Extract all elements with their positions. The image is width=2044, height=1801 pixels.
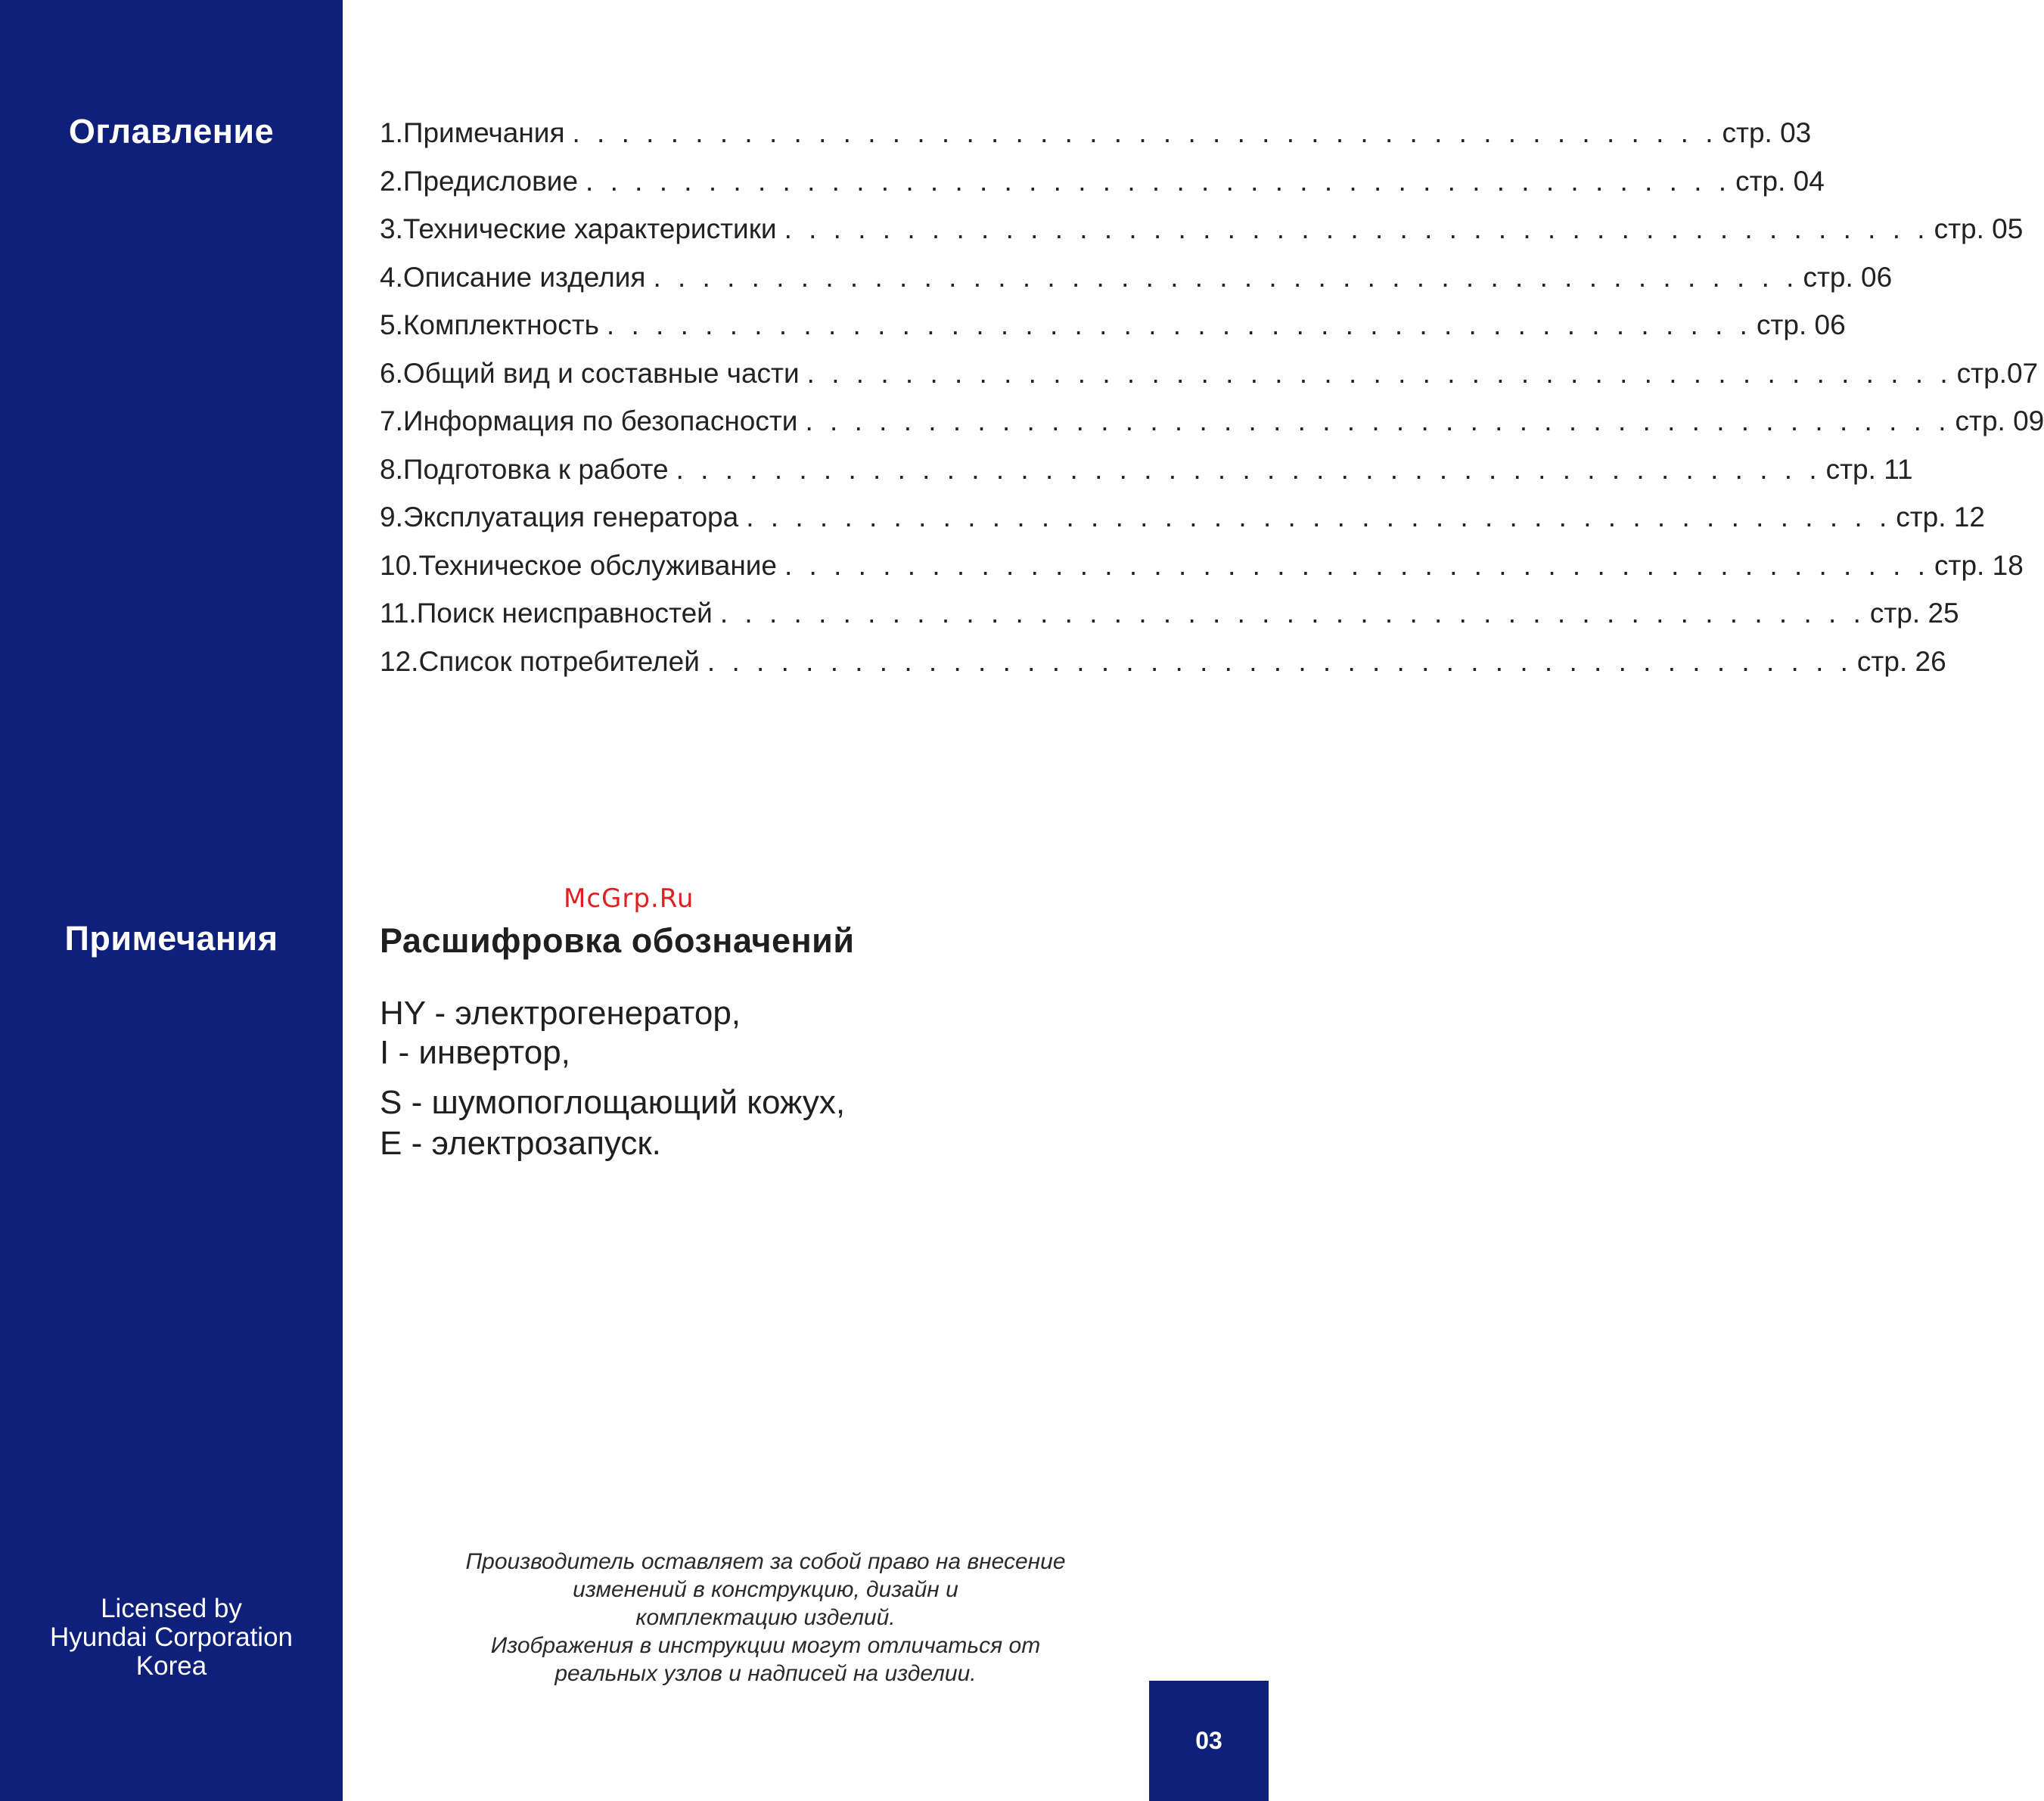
toc-title: Техническое обслуживание (418, 549, 777, 581)
toc-leader-dots: . . . . . . . . . . . . . . . . . . . . . . . . . . . . . . . . . . . . . . . . . . . . . . . (653, 261, 1799, 293)
disclaimer-line: комплектацию изделий. (635, 1605, 896, 1630)
toc-entry[interactable] (380, 165, 1825, 214)
notes-title: Расшифровка обозначений (380, 921, 855, 960)
toc-title: Примечания (402, 117, 565, 148)
toc-leader-dots: . . . . . . . . . . . . . . . . . . . . . . . . . . . . . . . . . . . . . . . . . . . . . . . (784, 549, 1931, 581)
notes-heading: Примечания (64, 919, 278, 958)
toc-entry[interactable] (380, 645, 1946, 694)
toc-number: 3. (380, 213, 403, 244)
license-note (0, 1595, 343, 1681)
toc-leader-dots: . . . . . . . . . . . . . . . . . . . . . . . . . . . . . . . . . . . . . . . . . . . . . . . (707, 645, 1853, 677)
disclaimer-line: реальных узлов и надписей на изделии. (554, 1661, 977, 1686)
disclaimer-line: изменений в конструкцию, дизайн и (573, 1577, 958, 1602)
page-number-badge (1149, 1681, 1269, 1801)
toc-title: Комплектность (402, 309, 599, 340)
toc-leader-dots: . . . . . . . . . . . . . . . . . . . . . . . . . . . . . . . . . . . . . . . . . . . . . . . (784, 213, 1930, 244)
toc-number: 1. (380, 117, 403, 148)
toc-page-ref: стр. 18 (1934, 549, 2024, 581)
toc-leader-dots: . . . . . . . . . . . . . . . . . . . . . . . . . . . . . . . . . . . . . . . . . . . . . . . (805, 405, 1951, 436)
toc-page-ref: стр. 12 (1896, 501, 1985, 533)
toc-entry[interactable] (380, 549, 2024, 598)
watermark-link[interactable]: McGrp.Ru (564, 883, 694, 914)
toc-number: 12. (380, 645, 419, 677)
legend-line: HY - электрогенератор, (380, 995, 741, 1032)
legend-line: S - шумопоглощающий кожух, (380, 1084, 846, 1121)
toc-title: Общий вид и составные части (402, 357, 800, 389)
toc-page-ref: стр. 06 (1756, 309, 1846, 340)
toc-title: Информация по безопасности (402, 405, 798, 436)
license-line: Licensed by (101, 1594, 242, 1623)
toc-leader-dots: . . . . . . . . . . . . . . . . . . . . . . . . . . . . . . . . . . . . . . . . . . . . . . . (586, 165, 1732, 197)
toc-number: 10. (380, 549, 419, 581)
toc-leader-dots: . . . . . . . . . . . . . . . . . . . . . . . . . . . . . . . . . . . . . . . . . . . . . . . (572, 117, 1718, 148)
license-line: Hyundai Corporation (49, 1622, 293, 1652)
sidebar (0, 0, 343, 1801)
toc-title: Подготовка к работе (402, 453, 669, 485)
toc-entry[interactable] (380, 357, 2039, 406)
toc-title: Эксплуатация генератора (402, 501, 739, 533)
legend-line: I - инвертор, (380, 1034, 570, 1071)
disclaimer-line: Изображения в инструкции могут отличаться от (490, 1633, 1041, 1658)
toc-heading: Оглавление (68, 112, 275, 151)
toc-entry[interactable] (380, 598, 1959, 646)
toc-leader-dots: . . . . . . . . . . . . . . . . . . . . . . . . . . . . . . . . . . . . . . . . . . . . . . . (606, 309, 1752, 340)
toc-number: 7. (380, 405, 403, 436)
toc-page-ref: стр. 11 (1825, 453, 1913, 485)
license-line: Korea (135, 1651, 207, 1681)
toc-number: 6. (380, 357, 403, 389)
toc-number: 2. (380, 165, 403, 197)
disclaimer-line: Производитель оставляет за собой право на внесение (465, 1549, 1066, 1574)
toc-title: Описание изделия (402, 261, 646, 293)
toc-page-ref: стр. 09 (1955, 405, 2044, 436)
toc-number: 8. (380, 453, 403, 485)
toc-title: Предисловие (402, 165, 579, 197)
toc-title: Технические характеристики (402, 213, 777, 244)
toc-page-ref: стр. 06 (1803, 261, 1893, 293)
toc-entry[interactable] (380, 309, 1846, 358)
toc-entry[interactable] (380, 453, 1913, 502)
toc-entry[interactable] (380, 213, 2024, 262)
toc-leader-dots: . . . . . . . . . . . . . . . . . . . . . . . . . . . . . . . . . . . . . . . . . . . . . . . (719, 598, 1865, 629)
toc-page-ref: стр. 25 (1869, 598, 1959, 629)
toc-leader-dots: . . . . . . . . . . . . . . . . . . . . . . . . . . . . . . . . . . . . . . . . . . . . . . . (676, 453, 1822, 485)
toc-entry[interactable] (380, 117, 1812, 166)
toc-number: 9. (380, 501, 403, 533)
toc-entry[interactable] (380, 405, 2044, 454)
disclaimer (418, 1548, 1114, 1688)
toc-title: Список потребителей (418, 645, 700, 677)
toc-page-ref: стр. 04 (1735, 165, 1825, 197)
toc-page-ref: стр. 26 (1856, 645, 1946, 677)
table-of-contents (380, 117, 2044, 694)
toc-page-ref: стр. 03 (1722, 117, 1812, 148)
toc-leader-dots: . . . . . . . . . . . . . . . . . . . . . . . . . . . . . . . . . . . . . . . . . . . . . . . (806, 357, 1952, 389)
toc-page-ref: стр.07 (1956, 357, 2039, 389)
toc-number: 5. (380, 309, 403, 340)
toc-number: 11. (380, 598, 417, 629)
toc-leader-dots: . . . . . . . . . . . . . . . . . . . . . . . . . . . . . . . . . . . . . . . . . . . . . . . (746, 501, 1892, 533)
toc-number: 4. (380, 261, 403, 293)
toc-entry[interactable] (380, 261, 1893, 310)
toc-page-ref: стр. 05 (1934, 213, 2024, 244)
toc-title: Поиск неисправностей (416, 598, 713, 629)
legend-line: E - электрозапуск. (380, 1125, 661, 1162)
page-number: 03 (1195, 1727, 1222, 1754)
toc-entry[interactable] (380, 501, 1985, 550)
